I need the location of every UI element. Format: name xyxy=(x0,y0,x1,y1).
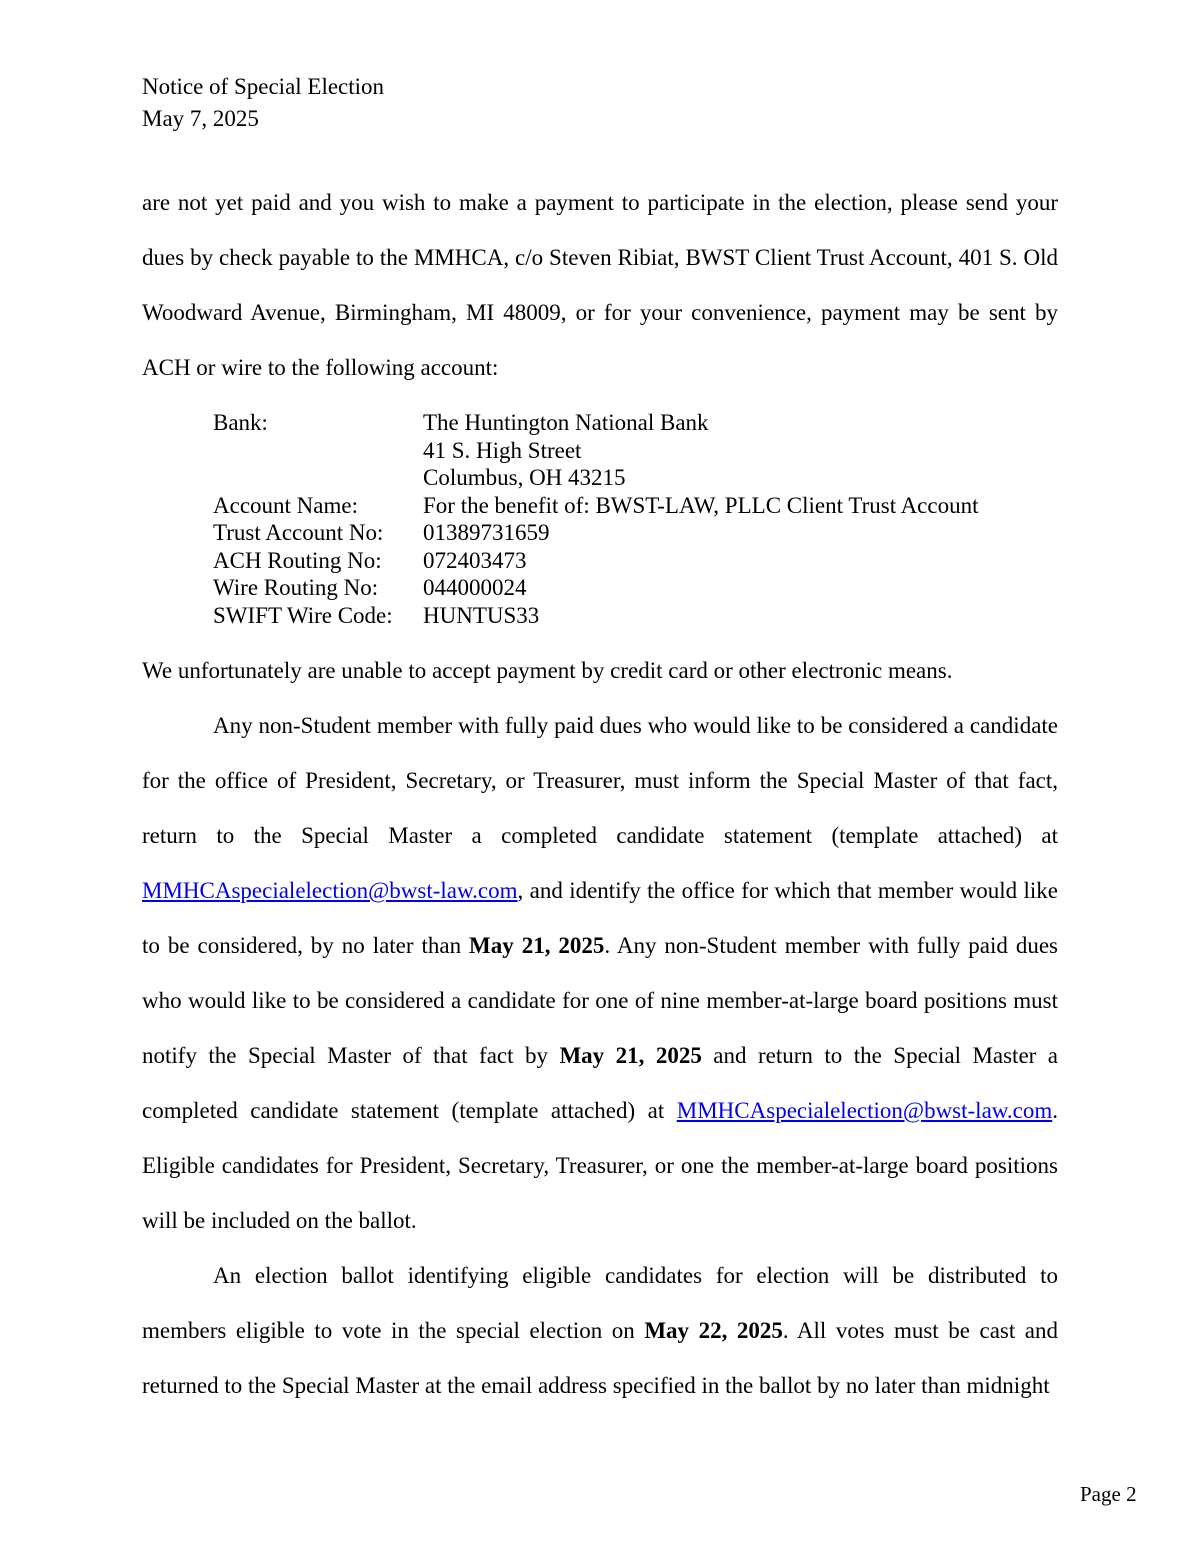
bank-detail-label xyxy=(213,464,423,492)
document-header xyxy=(142,71,1058,135)
bank-detail-label: Account Name: xyxy=(213,492,358,518)
document-content xyxy=(142,71,1058,1413)
bank-detail-row xyxy=(142,547,1058,575)
text-segment: We unfortunately are unable to accept payment by credit card or other electronic means. xyxy=(142,658,953,683)
bank-detail-label xyxy=(213,437,423,465)
bank-detail-label: Bank: xyxy=(213,410,268,435)
deadline-date: May 22, 2025 xyxy=(644,1318,783,1343)
bank-details-block xyxy=(142,409,1058,629)
document-date: May 7, 2025 xyxy=(142,106,259,131)
bank-detail-row xyxy=(142,574,1058,602)
text-segment: . All votes must be cast and returned to the Special Master at the email address specified in the ballot by no later than midnight xyxy=(142,1318,1058,1398)
bank-detail-row xyxy=(142,519,1058,547)
text-segment: , and identify the office for which that member would like to be considered, by no later than xyxy=(142,878,1058,958)
bank-detail-value: 41 S. High Street xyxy=(423,437,582,463)
paragraph-ballot-distribution xyxy=(142,1248,1058,1413)
email-link[interactable]: MMHCAspecialelection@bwst-law.com xyxy=(676,1098,1053,1123)
paragraph-candidate-instructions xyxy=(142,698,1058,1248)
bank-detail-label: ACH Routing No: xyxy=(213,547,382,573)
page-number: Page 2 xyxy=(1080,1482,1137,1506)
text-segment: are not yet paid and you wish to make a payment to participate in the election, please send your dues by check payable to the MMHCA, c/o Steven Ribiat, BWST Client Trust Account, 401 S. Old Woodward Avenue, Birmingham, MI 48009, or for your convenience, payment may be sent by ACH or wire to the following account: xyxy=(142,190,1058,380)
bank-detail-label: Trust Account No: xyxy=(213,520,384,545)
deadline-date: May 21, 2025 xyxy=(559,1043,702,1068)
text-segment: Any non-Student member with fully paid dues who would like to be considered a candidate for the office of President, Secretary, or Treasurer, must inform the Special Master of that fact, return to the Special Master a completed candidate statement (template attached) at xyxy=(142,713,1058,848)
bank-detail-row xyxy=(142,602,1058,630)
bank-detail-value: Columbus, OH 43215 xyxy=(423,465,626,490)
bank-detail-label: Wire Routing No: xyxy=(213,575,379,600)
text-segment: An election ballot identifying eligible candidates for election will be distributed to members eligible to vote in the special election on xyxy=(142,1263,1058,1343)
bank-detail-row xyxy=(142,409,1058,437)
bank-detail-row xyxy=(142,492,1058,520)
email-link[interactable]: MMHCAspecialelection@bwst-law.com xyxy=(142,878,518,903)
bank-detail-row xyxy=(142,464,1058,492)
deadline-date: May 21, 2025 xyxy=(469,933,605,958)
bank-detail-value: The Huntington National Bank xyxy=(423,410,709,435)
paragraph-payment-instructions xyxy=(142,175,1058,395)
bank-detail-row xyxy=(142,437,1058,465)
bank-detail-value: HUNTUS33 xyxy=(423,602,540,628)
bank-detail-label: SWIFT Wire Code: xyxy=(213,602,393,628)
bank-detail-value: 044000024 xyxy=(423,575,527,600)
bank-detail-value: 01389731659 xyxy=(423,520,550,545)
document-title: Notice of Special Election xyxy=(142,74,385,99)
text-segment: . Any non-Student member with fully paid dues who would like to be considered a candidate for one of nine member-at-large board positions must notify the Special Master of that fact by xyxy=(142,933,1058,1068)
bank-detail-value: 072403473 xyxy=(423,547,527,573)
text-segment: and return to the Special Master a completed candidate statement (template attached) at xyxy=(142,1043,1058,1123)
text-segment: . Eligible candidates for President, Secretary, Treasurer, or one the member-at-large board positions will be included on the ballot. xyxy=(142,1098,1058,1233)
paragraph-no-credit-card xyxy=(142,643,1058,698)
bank-detail-value: For the benefit of: BWST-LAW, PLLC Client Trust Account xyxy=(423,492,979,518)
